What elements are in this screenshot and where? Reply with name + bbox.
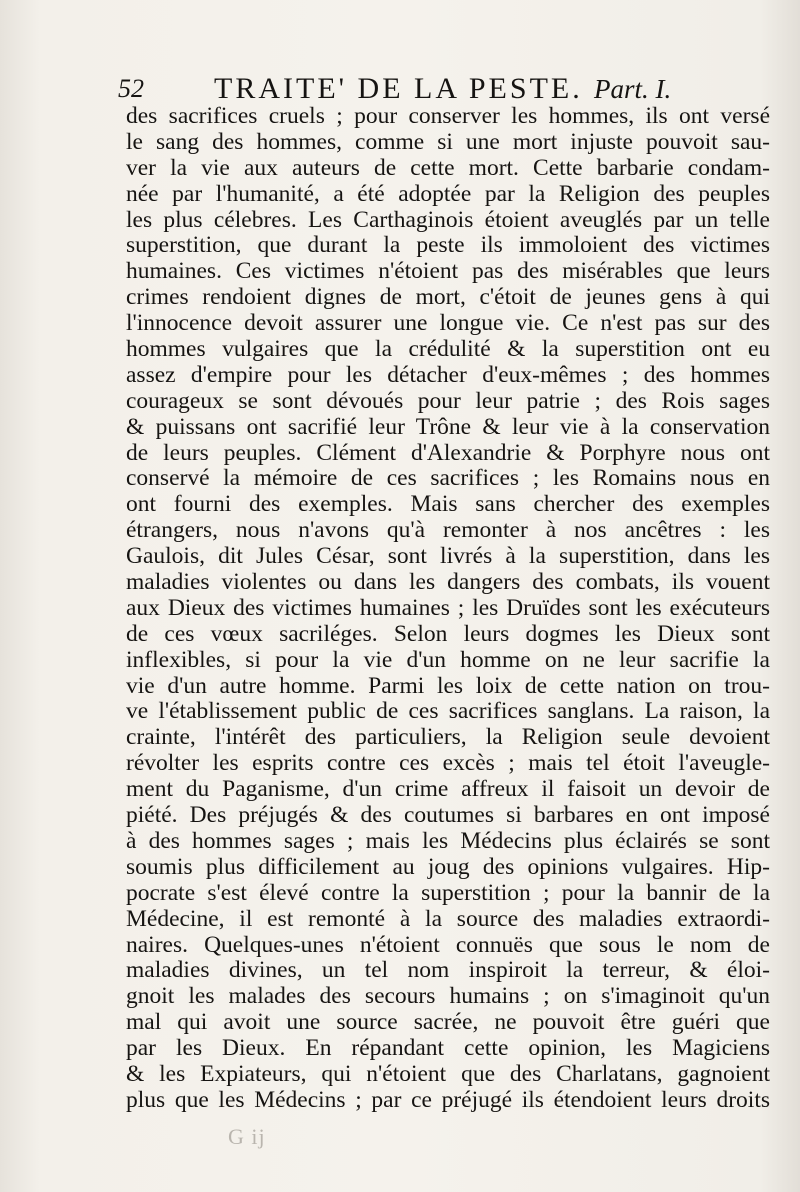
text-line: par les Dieux. En répandant cette opinion, les Magiciens xyxy=(126,1035,770,1062)
text-line: étrangers, nous n'avons qu'à remonter à nos ancêtres : les xyxy=(126,517,770,544)
text-line: ont fourni des exemples. Mais sans chercher des exemples xyxy=(126,491,770,518)
text-line: les plus célebres. Les Carthaginois étoient aveuglés par un telle xyxy=(126,206,770,233)
text-line: ve l'établissement public de ces sacrifices sanglans. La raison, la xyxy=(126,698,770,725)
text-line: de leurs peuples. Clément d'Alexandrie & Porphyre nous ont xyxy=(126,439,770,466)
text-line: & puissans ont sacrifié leur Trône & leur vie à la conservation xyxy=(126,413,770,440)
body-text xyxy=(126,104,770,1114)
text-line: superstition, que durant la peste ils immoloient des victimes xyxy=(126,232,770,259)
text-line: & les Expiateurs, qui n'étoient que des Charlatans, gagnoient xyxy=(126,1060,770,1087)
text-line: mal qui avoit une source sacrée, ne pouvoit être guéri que xyxy=(126,1009,770,1036)
text-line: courageux se sont dévoués pour leur patrie ; des Rois sages xyxy=(126,387,770,414)
text-line: de ces vœux sacriléges. Selon leurs dogmes les Dieux sont xyxy=(126,620,770,647)
text-line: le sang des hommes, comme si une mort injuste pouvoit sau- xyxy=(126,128,770,155)
text-line: gnoit les malades des secours humains ; on s'imaginoit qu'un xyxy=(126,983,770,1010)
text-line: humaines. Ces victimes n'étoient pas des misérables que leurs xyxy=(126,258,770,285)
text-line: ver la vie aux auteurs de cette mort. Cette barbarie condam- xyxy=(126,154,770,181)
text-line: l'innocence devoit assurer une longue vie. Ce n'est pas sur des xyxy=(126,310,770,337)
text-line: plus que les Médecins ; par ce préjugé ils étendoient leurs droits xyxy=(126,1086,770,1113)
text-line: révolter les esprits contre ces excès ; mais tel étoit l'aveugle- xyxy=(126,750,770,777)
text-line: inflexibles, si pour la vie d'un homme on ne leur sacrifie la xyxy=(126,646,770,673)
text-line: assez d'empire pour les détacher d'eux-mêmes ; des hommes xyxy=(126,361,770,388)
signature-mark: G ij xyxy=(228,1124,266,1149)
running-part: Part. I. xyxy=(594,74,672,104)
text-line: Médecine, il est remonté à la source des maladies extraordi- xyxy=(126,905,770,932)
text-line: Gaulois, dit Jules César, sont livrés à la superstition, dans les xyxy=(126,543,770,570)
text-line: ment du Paganisme, d'un crime affreux il faisoit un devoir de xyxy=(126,776,770,803)
text-line: née par l'humanité, a été adoptée par la Religion des peuples xyxy=(126,180,770,207)
text-line: pocrate s'est élevé contre la superstition ; pour la bannir de la xyxy=(126,879,770,906)
text-line: maladies violentes ou dans les dangers des combats, ils vouent xyxy=(126,569,770,596)
text-line: crimes rendoient dignes de mort, c'étoit de jeunes gens à qui xyxy=(126,284,770,311)
text-line: des sacrifices cruels ; pour conserver les hommes, ils ont versé xyxy=(126,103,770,129)
page-number: 52 xyxy=(118,74,144,103)
running-title: TRAITE' DE LA PESTE. xyxy=(214,72,583,105)
text-line: aux Dieux des victimes humaines ; les Druïdes sont les exécuteurs xyxy=(126,594,770,621)
text-line: maladies divines, un tel nom inspiroit la terreur, & éloi- xyxy=(126,957,770,984)
text-line: hommes vulgaires que la crédulité & la superstition ont eu xyxy=(126,336,770,363)
text-line: conservé la mémoire de ces sacrifices ; les Romains nous en xyxy=(126,465,770,492)
text-line: soumis plus difficilement au joug des opinions vulgaires. Hip- xyxy=(126,853,770,880)
text-line: vie d'un autre homme. Parmi les loix de cette nation on trou- xyxy=(126,672,770,699)
text-line: à des hommes sages ; mais les Médecins plus éclairés se sont xyxy=(126,827,770,854)
text-line: crainte, l'intérêt des particuliers, la Religion seule devoient xyxy=(126,724,770,751)
text-line: naires. Quelques-unes n'étoient connuës que sous le nom de xyxy=(126,931,770,958)
running-header xyxy=(118,72,678,106)
text-line: piété. Des préjugés & des coutumes si barbares en ont imposé xyxy=(126,802,770,829)
